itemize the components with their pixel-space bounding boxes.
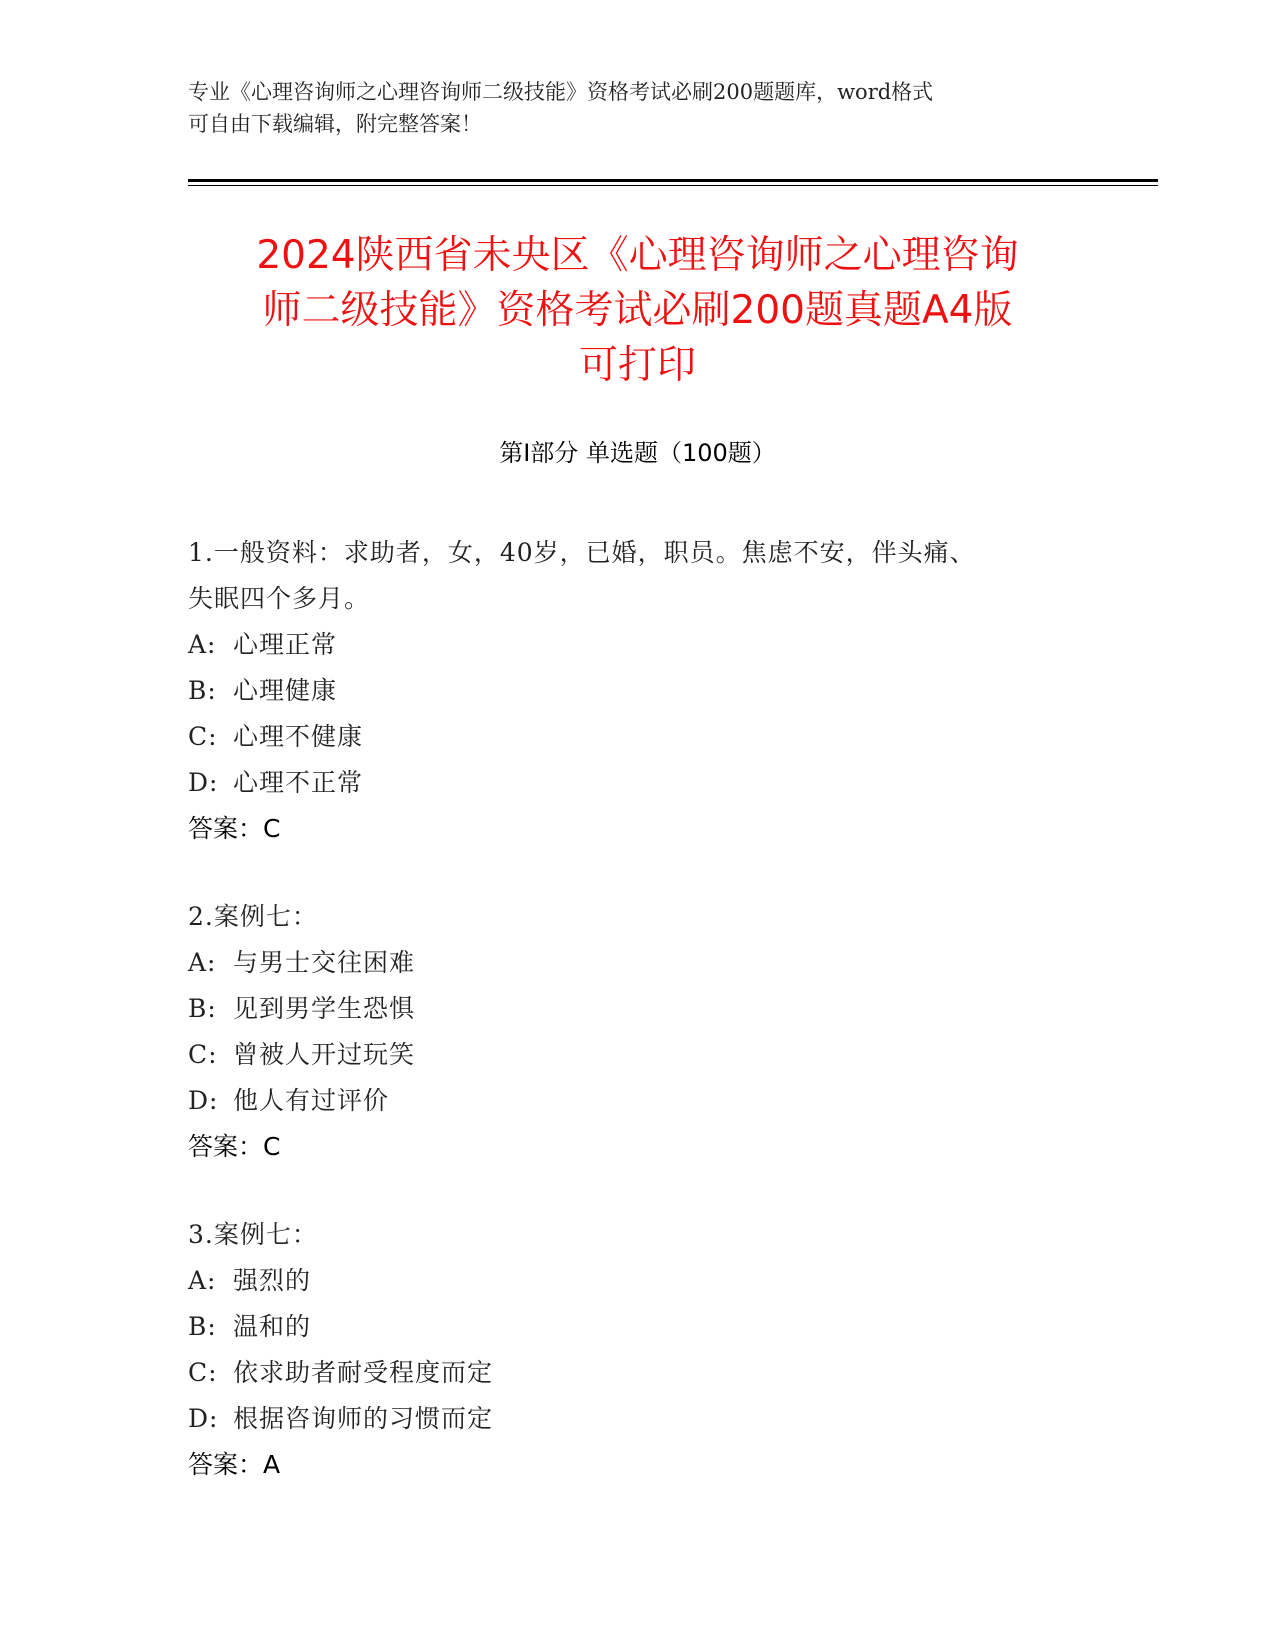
option-key: B: — [188, 994, 217, 1023]
header-note-line-1: 专业《心理咨询师之心理咨询师二级技能》资格考试必刷200题题库，word格式 — [188, 80, 934, 104]
option-a — [188, 622, 1088, 668]
question-stem: 1.一般资料：求助者，女，40岁，已婚，职员。焦虑不安，伴头痛、 — [188, 538, 976, 567]
option-b — [188, 1304, 1088, 1350]
option-key: A: — [188, 948, 217, 977]
answer: 答案：C — [188, 1132, 281, 1161]
option-text: 曾被人开过玩笑 — [233, 1040, 416, 1069]
header-rule-thin — [188, 185, 1158, 186]
document-title-line-3: 可打印 — [578, 343, 696, 388]
option-text: 温和的 — [233, 1312, 312, 1341]
option-d — [188, 1396, 1088, 1442]
option-text: 他人有过评价 — [233, 1086, 390, 1115]
answer: 答案：A — [188, 1450, 281, 1479]
question-stem-continued: 失眠四个多月。 — [188, 584, 371, 613]
option-b — [188, 986, 1088, 1032]
header-rule-thick — [188, 179, 1158, 182]
question-stem: 2.案例七： — [188, 902, 318, 931]
option-text: 心理不健康 — [233, 722, 364, 751]
option-text: 强烈的 — [233, 1266, 312, 1295]
option-text: 与男士交往困难 — [233, 948, 416, 977]
option-a — [188, 940, 1088, 986]
option-text: 心理不正常 — [233, 768, 364, 797]
option-text: 见到男学生恐惧 — [233, 994, 416, 1023]
option-key: A: — [188, 1266, 217, 1295]
option-text: 依求助者耐受程度而定 — [233, 1358, 494, 1387]
option-d — [188, 760, 1088, 806]
option-key: A: — [188, 630, 217, 659]
option-key: D: — [188, 1086, 219, 1115]
option-text: 心理正常 — [233, 630, 338, 659]
question-3 — [188, 1212, 1088, 1488]
header-note — [188, 76, 1088, 140]
question-stem: 3.案例七： — [188, 1220, 318, 1249]
header-note-line-2: 可自由下载编辑，附完整答案！ — [188, 112, 482, 136]
option-key: B: — [188, 676, 217, 705]
option-text: 心理健康 — [233, 676, 338, 705]
option-key: D: — [188, 768, 219, 797]
document-title — [170, 228, 1105, 393]
option-a — [188, 1258, 1088, 1304]
document-title-line-1: 2024陕西省未央区《心理咨询师之心理咨询 — [256, 233, 1019, 278]
section-heading: 第I部分 单选题（100题） — [499, 439, 776, 467]
option-key: C: — [188, 722, 218, 751]
option-c — [188, 714, 1088, 760]
option-b — [188, 668, 1088, 714]
option-text: 根据咨询师的习惯而定 — [233, 1404, 494, 1433]
option-c — [188, 1032, 1088, 1078]
option-key: D: — [188, 1404, 219, 1433]
option-key: C: — [188, 1358, 218, 1387]
option-key: B: — [188, 1312, 217, 1341]
option-key: C: — [188, 1040, 218, 1069]
question-list — [188, 530, 1088, 1530]
question-2 — [188, 894, 1088, 1170]
question-1 — [188, 530, 1088, 852]
answer: 答案：C — [188, 814, 281, 843]
option-d — [188, 1078, 1088, 1124]
option-c — [188, 1350, 1088, 1396]
document-title-line-2: 师二级技能》资格考试必刷200题真题A4版 — [262, 288, 1013, 333]
